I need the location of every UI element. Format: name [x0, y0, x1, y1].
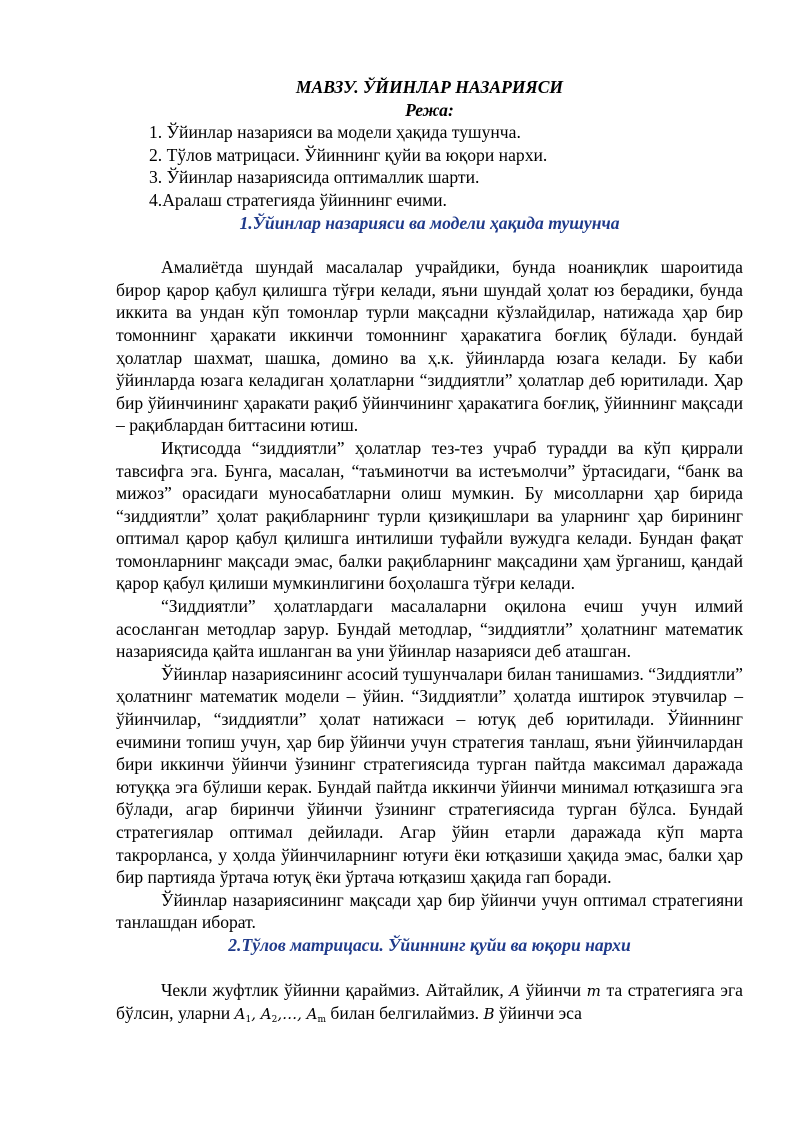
- math-symbol: ,…, A: [277, 1005, 318, 1024]
- body-paragraph: Иқтисодда “зиддиятли” ҳолатлар тез-тез учраб турадди ва кўп қиррали тавсифга эга. Бунга, масалан, “таъминотчи ва истеъмолчи” ўртасидаги, “банк ва мижоз” орасидаги муносабатларни олиш мумкин. Бу мисолларни ҳар бирида “зиддиятли” ҳолат рақибларнинг турли қизиқишлари ва уларнинг ҳар бирининг оптимал қарор қабул қилишга интилиши туфайли вужудга келади. Бундан фақат томонларнинг мақсади эмас, балки рақибларнинг мақсадини ҳам ўрганиш, қандай қарор қабул қилиши мумкинлигини боҳолашга тўғри келади.: [116, 437, 743, 594]
- document-page: [116, 72, 743, 1032]
- text-run: ўйинчи эса: [498, 1003, 582, 1024]
- math-variable: A: [509, 981, 521, 1000]
- body-paragraph-math: [116, 979, 743, 1032]
- spacer: [116, 957, 743, 979]
- plan-title: Режа:: [405, 99, 454, 120]
- plan-item: 1. Ўйинлар назарияси ва модели ҳақида тушунча.: [149, 122, 521, 143]
- body-paragraph: Ўйинлар назариясининг асосий тушунчалари билан танишамиз. “Зиддиятли” ҳолатнинг математик модели – ўйин. “Зиддиятли” ҳолатда иштирок этувчилар – ўйинчилар, “зиддиятли” ҳолат натижаси – ютуқ деб юритилади. Ўйиннинг ечимини топиш учун, ҳар бир ўйинчи учун стратегия танлаш, яъни ўйинчилардан бири иккинчи ўйинчи ўзининг стратегиясида турган пайтда максимал даражада ютуққа эга бўлиши керак. Бундай пайтда иккинчи ўйинчи минимал ютқазишга эга бўлади, агар биринчи ўйинчи ўзининг стратегиясида турган бўлса. Бундай стратегиялар оптимал дейилади. Агар ўйин етарли даражада кўп марта такрорланса, у ҳолда ўйинчиларнинг ютуғи ёки ютқазиши ҳақида эмас, балки ҳар бир партияда ўртача ютуқ ёки ўртача ютқазиш ҳақида гап боради.: [116, 663, 743, 888]
- body-paragraph: “Зиддиятли” ҳолатлардаги масалаларни оқилона ечиш учун илмий асосланган методлар зарур. Бундай методлар, “зиддиятли” ҳолатнинг математик назариясида қайта ишланган ва уни ўйинлар назарияси деб аташган.: [116, 596, 743, 662]
- text-run: та стратегияга эга бўлсин, уларни: [116, 979, 743, 1024]
- math-sequence: [234, 1005, 326, 1026]
- page-title: МАВЗУ. ЎЙИНЛАР НАЗАРИЯСИ: [295, 77, 564, 97]
- body-paragraph: Амалиётда шундай масалалар учрайдики, бунда ноаниқлик шароитида бирор қарор қабул қилишга тўғри келади, яъни шундай ҳолат юз берадики, бунда иккита ва ундан кўп томонлар турли мақсадни кўзлайдилар, натижада ҳар бир томоннинг ҳаракати иккинчи томоннинг ҳаракатига боғлиқ бўлади. бундай ҳолатлар шахмат, шашка, домино ва ҳ.к. ўйинларда юзага келади. Бу каби ўйинларда юзага келадиган ҳолатларни “зиддиятли” ҳолатлар деб юритилади. Ҳар бир ўйинчининг ҳаракати рақиб ўйинчининг ҳаракатига боғлиқ, ўйиннинг мақсади – рақиблардан биттасини ютиш.: [116, 257, 743, 436]
- section2-heading: 2.Тўлов матрицаси. Ўйиннинг қуйи ва юқори нархи: [228, 934, 631, 955]
- plan-list: [116, 121, 743, 211]
- plan-item: 4.Аралаш стратегияда ўйиннинг ечими.: [149, 189, 447, 210]
- text-run: Чекли жуфтлик ўйинни қараймиз. Айтайлик,: [161, 979, 504, 1000]
- plan-item: 2. Тўлов матрицаси. Ўйиннинг қуйи ва юқори нархи.: [149, 144, 548, 165]
- body-paragraph: Ўйинлар назариясининг мақсади ҳар бир ўйинчи учун оптимал стратегияни танлашдан иборат.: [116, 889, 743, 933]
- math-variable: B: [483, 1005, 495, 1024]
- math-subscript: 1: [245, 1015, 252, 1026]
- math-symbol: , A: [251, 1005, 272, 1024]
- spacer: [116, 234, 743, 256]
- math-subscript: 2: [271, 1015, 278, 1026]
- math-subscript: m: [317, 1015, 326, 1026]
- plan-item: 3. Ўйинлар назариясида оптималлик шарти.: [149, 167, 480, 188]
- text-run: билан белгилаймиз.: [330, 1003, 480, 1024]
- math-symbol: A: [234, 1005, 246, 1024]
- text-run: ўйинчи: [525, 979, 582, 1000]
- section1-heading: 1.Ўйинлар назарияси ва модели ҳақида тушунча: [239, 212, 620, 233]
- math-variable: m: [586, 981, 601, 1000]
